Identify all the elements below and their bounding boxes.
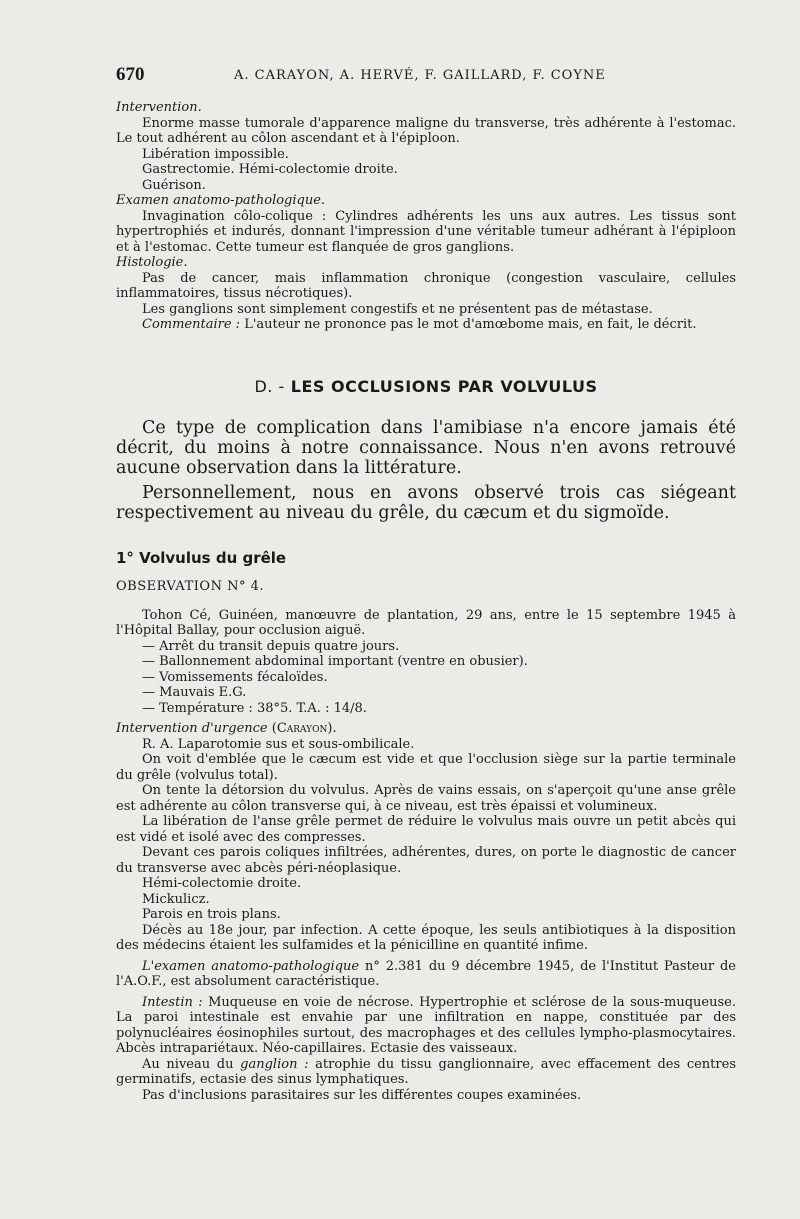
symptom-item: — Ballonnement abdominal important (ventre en obusier). [142, 654, 528, 669]
patient-description: Tohon Cé, Guinéen, manœuvre de plantation, 29 ans, entre le 15 septembre 1945 à l'Hôpital Ballay, pour occlusion aiguë. [116, 607, 736, 638]
urgent-line: La libération de l'anse grêle permet de réduire le volvulus mais ouvre un petit abcès qui est vidé et isolé avec des compresses. [116, 814, 736, 845]
subsection-title-text: Volvulus du grêle [139, 548, 287, 567]
urgent-surgeon: (Carayon). [271, 721, 337, 736]
urgent-line: Décès au 18e jour, par infection. A cette époque, les seuls antibiotiques à la disposition des médecins étaient les sulfamides et la pénicilline en quantité infime. [116, 922, 736, 953]
urgent-line: On voit d'emblée que le cæcum est vide et que l'occlusion siège sur la partie terminale du grêle (volvulus total). [116, 752, 736, 783]
intestin-text: Muqueuse en voie de nécrose. Hypertrophie et sclérose de la sous-muqueuse. La paroi intestinale est envahie par une infiltration en nappe, constituée par des polynucléaires éosinophiles surtout, des macrophages et des cellules lympho-plasmocytaires. Abcès intrapariétaux. Néo-capillaires. Ectasie des vaisseaux. [116, 994, 736, 1056]
section-intro: Personnellement, nous en avons observé trois cas siégeant respectivement au niveau du grêle, du cæcum et du sigmoïde. [116, 482, 736, 523]
symptom-item: — Température : 38°5. T.A. : 14/8. [142, 700, 367, 716]
running-header [116, 64, 738, 88]
section-letter: D. - [254, 376, 285, 396]
intervention-line: Libération impossible. [142, 146, 289, 162]
urgent-line: Parois en trois plans. [142, 907, 281, 922]
symptom-item: — Mauvais E.G. [142, 685, 247, 700]
ganglion-label: ganglion : [240, 1056, 309, 1072]
intervention-heading: Intervention. [116, 100, 202, 115]
commentary [116, 317, 736, 333]
exam-heading: Examen anatomo-pathologique. [116, 193, 326, 208]
histology-line: Pas de cancer, mais inflammation chronique (congestion vasculaire, cellules inflammatoires, tissus nécrotiques). [116, 270, 736, 301]
intervention-line: Gastrectomie. Hémi-colectomie droite. [142, 162, 398, 177]
intervention-line: Enorme masse tumorale d'apparence maligne du transverse, très adhérente à l'estomac. Le tout adhérent au côlon ascendant et à l'épiploon. [116, 115, 736, 146]
exam-label: L'examen anatomo-pathologique [142, 958, 360, 974]
section-intro: Ce type de complication dans l'amibiase n'a encore jamais été décrit, du moins à notre connaissance. Nous n'en avons retrouvé aucune observation dans la littérature. [116, 417, 736, 478]
section-title-text: LES OCCLUSIONS PAR VOLVULUS [290, 376, 598, 396]
subsection-title [116, 549, 736, 567]
urgent-heading-label: Intervention d'urgence [116, 721, 268, 736]
subsection-number: 1° [116, 548, 134, 567]
final-line: Pas d'inclusions parasitaires sur les différentes coupes examinées. [142, 1087, 582, 1103]
exam-paragraph [116, 959, 736, 990]
histology-line: Les ganglions sont simplement congestifs et ne présentent pas de métastase. [142, 301, 653, 317]
commentary-text: L'auteur ne prononce pas le mot d'amœbome mais, en fait, le décrit. [244, 317, 697, 332]
histology-heading: Histologie. [116, 255, 188, 270]
ganglion-prefix: Au niveau du [142, 1056, 234, 1072]
intestin-label: Intestin : [142, 994, 203, 1010]
urgent-line: Mickulicz. [142, 891, 210, 907]
ganglion-text: atrophie du tissu ganglionnaire, avec effacement des centres germinatifs, ectasie des sinus lymphatiques. [116, 1056, 736, 1087]
urgent-line: Devant ces parois coliques infiltrées, adhérentes, dures, on porte le diagnostic de cancer du transverse avec abcès péri-néoplasique. [116, 845, 736, 876]
section-title [116, 377, 736, 396]
commentary-label: Commentaire : [142, 317, 241, 332]
intestin-paragraph [116, 995, 736, 1057]
exam-text: Invagination côlo-colique : Cylindres adhérents les uns aux autres. Les tissus sont hypertrophiés et indurés, donnant l'impression d'une véritable tumeur adhérant à l'épiploon et à l'estomac. Cette tumeur est flanquée de gros ganglions. [116, 208, 736, 255]
symptom-item: — Arrêt du transit depuis quatre jours. [142, 638, 400, 654]
ganglion-paragraph [116, 1057, 736, 1088]
observation-title: OBSERVATION N° 4. [116, 578, 264, 594]
urgent-heading [116, 721, 736, 737]
urgent-line: Hémi-colectomie droite. [142, 876, 302, 891]
urgent-line: R. A. Laparotomie sus et sous-ombilicale. [142, 736, 415, 752]
urgent-line: On tente la détorsion du volvulus. Après de vains essais, on s'aperçoit qu'une anse grêle est adhérente au côlon transverse qui, à ce niveau, est très épaissi et volumineux. [116, 783, 736, 814]
running-authors: A. CARAYON, A. HERVÉ, F. GAILLARD, F. COYNE [234, 68, 606, 83]
page-number: 670 [116, 64, 145, 85]
intervention-line: Guérison. [142, 177, 206, 193]
article-body [116, 100, 736, 1103]
symptom-item: — Vomissements fécaloïdes. [142, 669, 328, 685]
exam-detail: n° 2.381 du 9 décembre 1945, de l'Institut Pasteur de l'A.O.F., est absolument caractéristique. [116, 958, 736, 989]
